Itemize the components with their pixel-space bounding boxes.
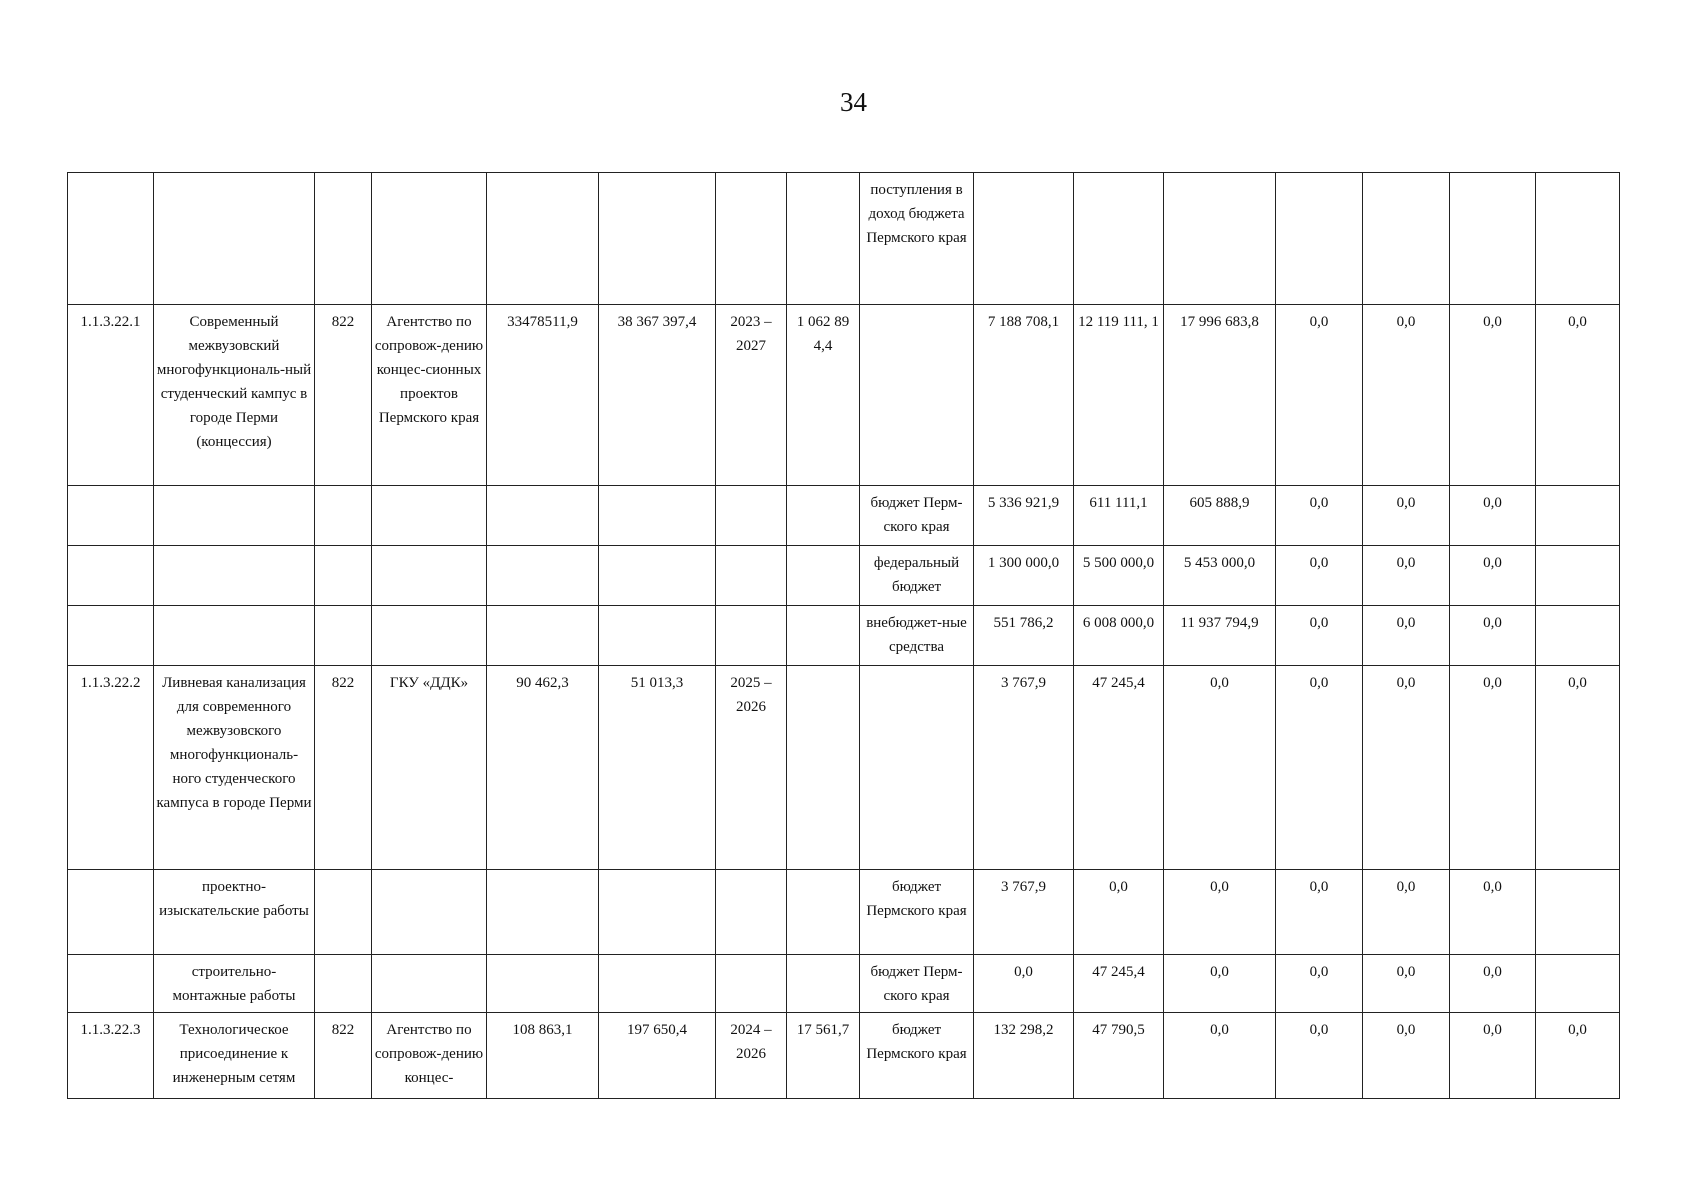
table-cell: 3 767,9	[974, 870, 1074, 955]
table-cell: 551 786,2	[974, 606, 1074, 666]
table-cell	[860, 305, 974, 486]
table-cell: строительно-монтажные работы	[154, 955, 315, 1013]
table-cell: ГКУ «ДДК»	[372, 666, 487, 870]
table-cell: 197 650,4	[599, 1013, 716, 1099]
table-cell: 1 300 000,0	[974, 546, 1074, 606]
table-cell: 0,0	[1276, 546, 1363, 606]
table-cell	[68, 546, 154, 606]
table-cell: Агентство по сопровож-дению концес-	[372, 1013, 487, 1099]
table-cell	[487, 546, 599, 606]
table-cell	[1536, 870, 1620, 955]
table-row	[68, 546, 1620, 606]
table-cell: 0,0	[1164, 870, 1276, 955]
table-cell: 38 367 397,4	[599, 305, 716, 486]
table-cell: 1.1.3.22.3	[68, 1013, 154, 1099]
table-cell	[315, 173, 372, 305]
table-cell: проектно-изыскательские работы	[154, 870, 315, 955]
table-cell: 2023 – 2027	[716, 305, 787, 486]
table-cell	[68, 606, 154, 666]
table-cell	[1536, 955, 1620, 1013]
table-cell: 33478511,9	[487, 305, 599, 486]
table-cell	[1276, 173, 1363, 305]
table-cell	[716, 870, 787, 955]
table-cell: 0,0	[1450, 606, 1536, 666]
budget-table	[67, 172, 1620, 1099]
table-cell: 0,0	[1164, 1013, 1276, 1099]
table-row	[68, 173, 1620, 305]
table-row	[68, 305, 1620, 486]
table-cell	[599, 870, 716, 955]
table-cell: 2025 – 2026	[716, 666, 787, 870]
table-cell: 7 188 708,1	[974, 305, 1074, 486]
table-cell	[315, 955, 372, 1013]
table-cell: бюджет Перм-ского края	[860, 486, 974, 546]
table-cell: 2024 – 2026	[716, 1013, 787, 1099]
table-cell: Современный межвузовский многофункциональ-ный студенческий кампус в городе Перми (концессия)	[154, 305, 315, 486]
table-cell	[372, 870, 487, 955]
table-cell: 0,0	[1276, 606, 1363, 666]
table-cell	[1074, 173, 1164, 305]
table-cell	[68, 955, 154, 1013]
table-cell: 605 888,9	[1164, 486, 1276, 546]
table-cell	[372, 955, 487, 1013]
table-cell: бюджет Пермского края	[860, 1013, 974, 1099]
table-cell: бюджет Перм-ского края	[860, 955, 974, 1013]
table-cell	[1164, 173, 1276, 305]
table-cell	[154, 486, 315, 546]
table-cell: 0,0	[1276, 486, 1363, 546]
table-cell	[716, 546, 787, 606]
table-cell: 12 119 111, 1	[1074, 305, 1164, 486]
table-cell	[68, 486, 154, 546]
table-cell: 5 336 921,9	[974, 486, 1074, 546]
table-cell	[599, 546, 716, 606]
table-cell: Агентство по сопровож-дению концес-сионных проектов Пермского края	[372, 305, 487, 486]
table-cell	[787, 955, 860, 1013]
table-cell: 0,0	[1363, 606, 1450, 666]
table-cell: 0,0	[1536, 1013, 1620, 1099]
table-cell: 47 790,5	[1074, 1013, 1164, 1099]
table-cell: Технологическое присоединение к инженерным сетям	[154, 1013, 315, 1099]
table-cell	[315, 870, 372, 955]
table-row	[68, 870, 1620, 955]
table-cell	[487, 486, 599, 546]
table-cell	[487, 606, 599, 666]
table-cell	[716, 486, 787, 546]
table-cell: 0,0	[1450, 870, 1536, 955]
table-cell	[154, 546, 315, 606]
table-cell	[787, 486, 860, 546]
table-row	[68, 486, 1620, 546]
table-cell: 0,0	[1363, 1013, 1450, 1099]
table-cell	[372, 486, 487, 546]
table-cell	[787, 870, 860, 955]
table-cell	[716, 606, 787, 666]
table-row	[68, 1013, 1620, 1099]
table-cell: 47 245,4	[1074, 955, 1164, 1013]
table-cell	[372, 546, 487, 606]
table-cell: 0,0	[1450, 666, 1536, 870]
table-cell: 51 013,3	[599, 666, 716, 870]
table-cell: 611 111,1	[1074, 486, 1164, 546]
table-cell: 90 462,3	[487, 666, 599, 870]
table-cell: поступления в доход бюджета Пермского края	[860, 173, 974, 305]
table-cell: 822	[315, 305, 372, 486]
table-cell: 1.1.3.22.1	[68, 305, 154, 486]
table-cell: 0,0	[1450, 955, 1536, 1013]
table-cell	[1536, 606, 1620, 666]
table-cell	[372, 606, 487, 666]
table-cell	[716, 173, 787, 305]
table-cell	[154, 173, 315, 305]
table-cell: 0,0	[1276, 1013, 1363, 1099]
table-cell: 3 767,9	[974, 666, 1074, 870]
table-cell	[1536, 546, 1620, 606]
table-cell: 0,0	[1450, 1013, 1536, 1099]
table-row	[68, 606, 1620, 666]
table-cell	[974, 173, 1074, 305]
table-cell	[68, 173, 154, 305]
table-cell: 17 561,7	[787, 1013, 860, 1099]
table-cell	[716, 955, 787, 1013]
table-cell	[1450, 173, 1536, 305]
table-cell: федеральный бюджет	[860, 546, 974, 606]
table-cell	[787, 606, 860, 666]
table-cell: 5 453 000,0	[1164, 546, 1276, 606]
table-cell: 0,0	[1363, 666, 1450, 870]
table-cell	[315, 606, 372, 666]
table-cell	[487, 955, 599, 1013]
table-cell	[787, 173, 860, 305]
table-cell: 822	[315, 1013, 372, 1099]
table-cell	[487, 173, 599, 305]
table-cell: 0,0	[974, 955, 1074, 1013]
table-cell: внебюджет-ные средства	[860, 606, 974, 666]
table-cell: 0,0	[1363, 305, 1450, 486]
table-cell	[315, 486, 372, 546]
table-cell	[1536, 486, 1620, 546]
table-cell: 0,0	[1074, 870, 1164, 955]
table-cell: 0,0	[1536, 305, 1620, 486]
table-cell: 822	[315, 666, 372, 870]
table-row	[68, 666, 1620, 870]
table-cell: 108 863,1	[487, 1013, 599, 1099]
table-cell: 0,0	[1276, 666, 1363, 870]
table-cell: 0,0	[1363, 546, 1450, 606]
table-cell: 0,0	[1536, 666, 1620, 870]
table-cell	[599, 606, 716, 666]
table-cell: 0,0	[1363, 870, 1450, 955]
table-cell: 6 008 000,0	[1074, 606, 1164, 666]
table-cell: бюджет Пермского края	[860, 870, 974, 955]
table-cell	[599, 173, 716, 305]
table-cell: 132 298,2	[974, 1013, 1074, 1099]
table-cell: 0,0	[1450, 546, 1536, 606]
table-cell: 5 500 000,0	[1074, 546, 1164, 606]
table-cell	[1536, 173, 1620, 305]
table-cell	[372, 173, 487, 305]
table-cell: 0,0	[1363, 955, 1450, 1013]
table-cell: 1 062 89 4,4	[787, 305, 860, 486]
table-cell: 0,0	[1164, 955, 1276, 1013]
page-number: 34	[840, 87, 867, 117]
table-cell: 0,0	[1276, 955, 1363, 1013]
table-cell: 47 245,4	[1074, 666, 1164, 870]
table-cell	[599, 486, 716, 546]
table-cell: 1.1.3.22.2	[68, 666, 154, 870]
table-cell: 17 996 683,8	[1164, 305, 1276, 486]
table-cell: 0,0	[1276, 305, 1363, 486]
table-cell	[787, 546, 860, 606]
table-row	[68, 955, 1620, 1013]
table-cell	[154, 606, 315, 666]
table-cell	[1363, 173, 1450, 305]
table-cell	[599, 955, 716, 1013]
table-cell	[860, 666, 974, 870]
table-cell: 0,0	[1276, 870, 1363, 955]
table-cell: 0,0	[1164, 666, 1276, 870]
table-cell: 0,0	[1363, 486, 1450, 546]
table-cell: Ливневая канализация для современного межвузовского многофункциональ-ного студенческого кампуса в городе Перми	[154, 666, 315, 870]
table-cell	[487, 870, 599, 955]
table-cell	[68, 870, 154, 955]
table-cell: 0,0	[1450, 305, 1536, 486]
table-cell: 11 937 794,9	[1164, 606, 1276, 666]
table-cell	[787, 666, 860, 870]
table-cell	[315, 546, 372, 606]
table-cell: 0,0	[1450, 486, 1536, 546]
